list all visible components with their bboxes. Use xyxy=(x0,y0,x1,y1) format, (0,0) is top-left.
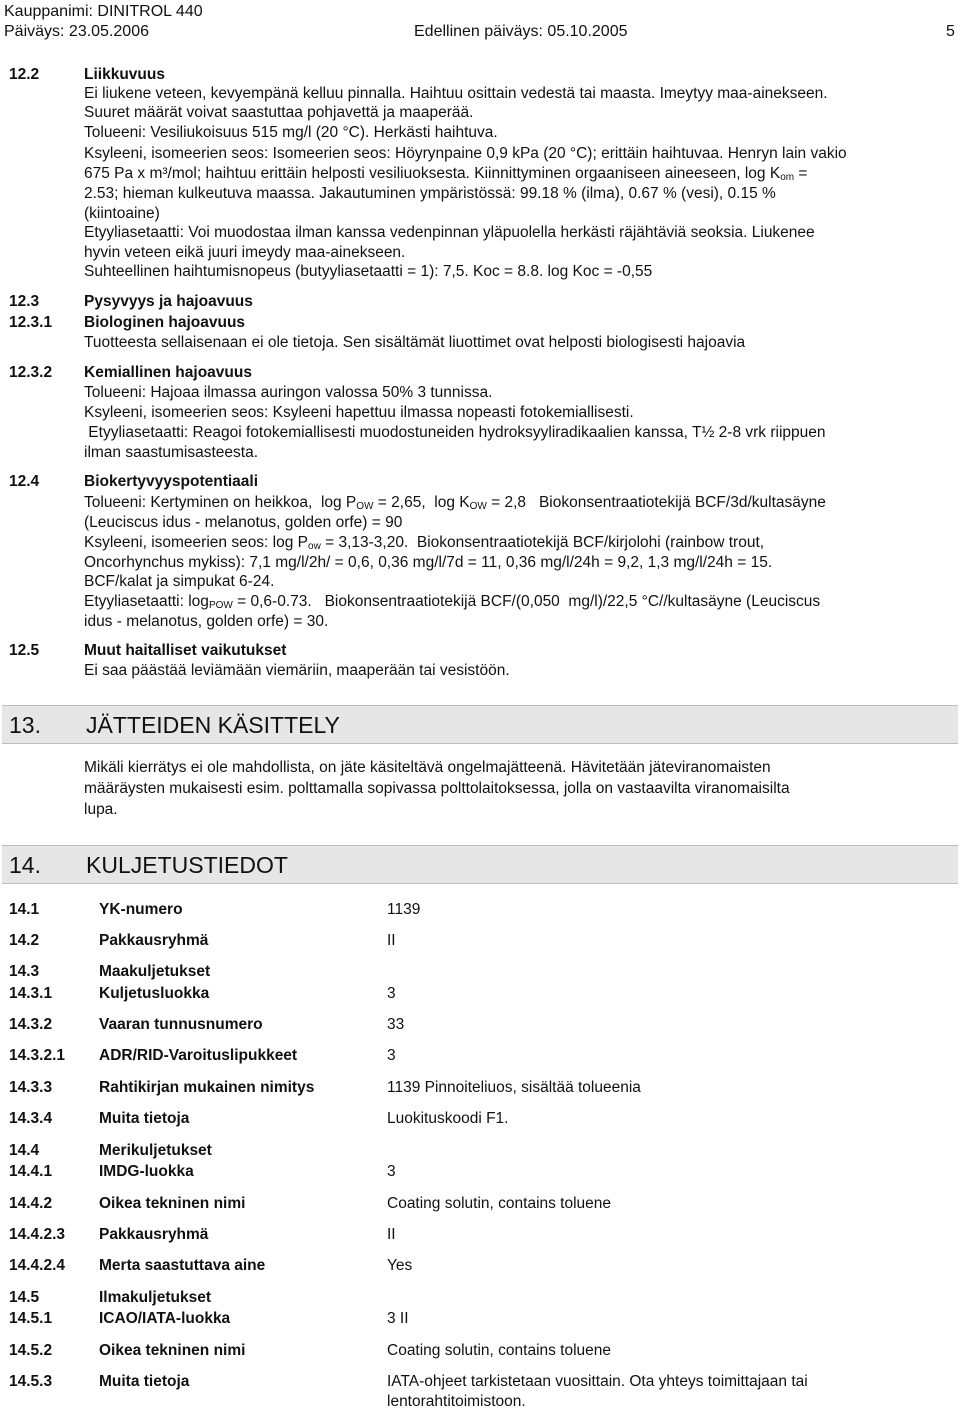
mobility-line: Suhteellinen haihtumisnopeus (butyyliasetaatti = 1): 7,5. Koc = 8.8. log Koc = -0,55 xyxy=(84,263,653,280)
transport-row-label: Merikuljetukset xyxy=(99,1142,212,1159)
bioaccumulation-line: Oncorhynchus mykiss): 7,1 mg/l/2h/ = 0,6, 0,36 mg/l/7d = 11, 0,36 mg/l/24h = 9,2, 1,3 mg/l/24h = 15. xyxy=(84,554,773,571)
waste-line: määräysten mukaisesti esim. polttamalla sopivassa polttolaitoksessa, jolla on vastaavilta viranomaisilta xyxy=(84,780,790,797)
transport-row-number: 14.4.2.3 xyxy=(9,1226,66,1243)
section-number-12-2: 12.2 xyxy=(9,66,40,83)
transport-row-value: 33 xyxy=(387,1016,405,1033)
transport-row-value: 3 xyxy=(387,985,396,1002)
section-number-14: 14. xyxy=(9,852,41,878)
waste-line: Mikäli kierrätys ei ole mahdollista, on jäte käsiteltävä ongelmajätteenä. Hävitetään jäteviranomaisten xyxy=(84,759,771,776)
chemical-degradation-line: Tolueeni: Hajoaa ilmassa auringon valossa 50% 3 tunnissa. xyxy=(84,384,493,401)
transport-row-value: 3 II xyxy=(387,1310,409,1327)
section-14-header xyxy=(2,845,958,884)
transport-row-number: 14.5 xyxy=(9,1289,40,1306)
mobility-line: Etyyliasetaatti: Voi muodostaa ilman kanssa vedenpinnan yläpuolella herkästi räjähtäviä seoksia. Liukenee xyxy=(84,224,815,241)
transport-row-value: Luokituskoodi F1. xyxy=(387,1110,509,1127)
chemical-degradation-line: ilman saastumisasteesta. xyxy=(84,444,259,461)
transport-row-value: 3 xyxy=(387,1047,396,1064)
text-fragment: = 3,13-3,20. Biokonsentraatiotekijä BCF/kirjolohi (rainbow trout, xyxy=(320,534,765,551)
transport-row-label: Muita tietoja xyxy=(99,1373,190,1390)
pow-subscript: OW xyxy=(356,501,374,512)
chemical-degradation-line: Etyyliasetaatti: Reagoi fotokemiallisesti muodostuneiden hydroksyyliradikaalien kanssa, T½ 2-8 vrk riippuen xyxy=(84,424,826,441)
kow-subscript: OW xyxy=(469,501,487,512)
document-date: Päiväys: 23.05.2006 xyxy=(4,23,149,40)
transport-row-value: II xyxy=(387,932,396,949)
section-number-12-3-2: 12.3.2 xyxy=(9,364,53,381)
pow-subscript: ow xyxy=(308,541,321,552)
section-title-waste: JÄTTEIDEN KÄSITTELY xyxy=(86,712,340,738)
bioaccumulation-line: BCF/kalat ja simpukat 6-24. xyxy=(84,573,275,590)
transport-row-label: Merta saastuttava aine xyxy=(99,1257,266,1274)
mobility-line: Ksyleeni, isomeerien seos: Isomeerien seos: Höyrynpaine 0,9 kPa (20 °C); erittäin haihtuvaa. Henryn lain vakio xyxy=(84,145,847,162)
bioaccumulation-line: idus - melanotus, golden orfe) = 30. xyxy=(84,613,329,630)
text-fragment: Tolueeni: Kertyminen on heikkoa, log P xyxy=(84,494,357,511)
transport-row-number: 14.1 xyxy=(9,901,40,918)
transport-row-value: 1139 xyxy=(387,901,421,918)
bioaccumulation-line xyxy=(84,493,956,513)
transport-row-number: 14.5.3 xyxy=(9,1373,53,1390)
text-fragment: Etyyliasetaatti: log xyxy=(84,593,209,610)
section-number-12-3: 12.3 xyxy=(9,293,40,310)
section-number-12-3-1: 12.3.1 xyxy=(9,314,53,331)
section-title-other-effects: Muut haitalliset vaikutukset xyxy=(84,642,287,659)
mobility-line: Tolueeni: Vesiliukoisuus 515 mg/l (20 °C). Herkästi haihtuva. xyxy=(84,124,498,141)
section-title-biodegradability: Biologinen hajoavuus xyxy=(84,314,246,331)
transport-row-number: 14.4.1 xyxy=(9,1163,53,1180)
transport-row-value: II xyxy=(387,1226,396,1243)
transport-row-number: 14.4.2 xyxy=(9,1195,53,1212)
waste-line: lupa. xyxy=(84,801,118,818)
transport-row-label: IMDG-luokka xyxy=(99,1163,194,1180)
transport-row-label: Pakkausryhmä xyxy=(99,932,209,949)
transport-row-number: 14.3.4 xyxy=(9,1110,53,1127)
transport-row-value: 1139 Pinnoiteliuos, sisältää tolueenia xyxy=(387,1079,641,1096)
transport-row-value: 3 xyxy=(387,1163,396,1180)
transport-row-number: 14.3.2.1 xyxy=(9,1047,66,1064)
mobility-koc-text: 675 Pa x m³/mol; haihtuu erittäin helposti vesiliuoksesta. Kiinnittyminen orgaaniseen aineeseen, log K xyxy=(84,165,781,182)
transport-row-label: ADR/RID-Varoituslipukkeet xyxy=(99,1047,298,1064)
text-fragment: Ksyleeni, isomeerien seos: log P xyxy=(84,534,309,551)
transport-row-label: Muita tietoja xyxy=(99,1110,190,1127)
bioaccumulation-line xyxy=(84,533,956,553)
text-fragment: = 0,6-0.73. Biokonsentraatiotekijä BCF/(0,050 mg/l)/22,5 °C//kultasäyne (Leuciscus xyxy=(232,593,821,610)
section-title-mobility: Liikkuvuus xyxy=(84,66,165,83)
transport-row-number: 14.4 xyxy=(9,1142,40,1159)
mobility-line xyxy=(84,164,956,184)
transport-row-label: Oikea tekninen nimi xyxy=(99,1195,246,1212)
mobility-line: 2.53; hieman kulkeutuva maassa. Jakautuminen ympäristössä: 99.18 % (ilma), 0.67 % (vesi), 0.15 % xyxy=(84,185,776,202)
transport-row-number: 14.3.3 xyxy=(9,1079,53,1096)
transport-row-number: 14.5.1 xyxy=(9,1310,53,1327)
transport-row-label: Kuljetusluokka xyxy=(99,985,210,1002)
transport-row-label: Rahtikirjan mukainen nimitys xyxy=(99,1079,315,1096)
transport-row-label: YK-numero xyxy=(99,901,183,918)
section-number-13: 13. xyxy=(9,712,41,738)
transport-row-number: 14.5.2 xyxy=(9,1342,53,1359)
text-fragment: = 2,8 Biokonsentraatiotekijä BCF/3d/kultasäyne xyxy=(486,494,826,511)
biodegradability-text: Tuotteesta sellaisenaan ei ole tietoja. Sen sisältämät liuottimet ovat helposti biologisesti hajoavia xyxy=(84,334,746,351)
transport-row-number: 14.3.2 xyxy=(9,1016,53,1033)
section-title-chemical-degradation: Kemiallinen hajoavuus xyxy=(84,364,252,381)
other-effects-text: Ei saa päästää leviämään viemäriin, maaperään tai vesistöön. xyxy=(84,662,510,679)
section-number-12-4: 12.4 xyxy=(9,473,40,490)
text-fragment: = 2,65, log K xyxy=(373,494,470,511)
transport-row-value: Coating solutin, contains toluene xyxy=(387,1195,612,1212)
section-number-12-5: 12.5 xyxy=(9,642,40,659)
transport-row-label: ICAO/IATA-luokka xyxy=(99,1310,231,1327)
transport-row-label: Ilmakuljetukset xyxy=(99,1289,211,1306)
transport-row-value: Coating solutin, contains toluene xyxy=(387,1342,612,1359)
chemical-degradation-line: Ksyleeni, isomeerien seos: Ksyleeni hapettuu ilmassa nopeasti fotokemiallisesti. xyxy=(84,404,634,421)
section-title-bioaccumulation: Biokertyvyyspotentiaali xyxy=(84,473,259,490)
transport-row-value: IATA-ohjeet tarkistetaan vuosittain. Ota yhteys toimittajaan tai xyxy=(387,1373,808,1390)
section-title-persistence: Pysyvyys ja hajoavuus xyxy=(84,293,253,310)
mobility-line: (kiintoaine) xyxy=(84,205,160,222)
transport-row-label: Maakuljetukset xyxy=(99,963,211,980)
previous-date: Edellinen päiväys: 05.10.2005 xyxy=(414,23,628,40)
transport-row-label: Vaaran tunnusnumero xyxy=(99,1016,263,1033)
pow-subscript: POW xyxy=(208,600,233,611)
transport-row-value: Yes xyxy=(387,1257,413,1274)
transport-row-number: 14.3 xyxy=(9,963,40,980)
bioaccumulation-line: (Leuciscus idus - melanotus, golden orfe) = 90 xyxy=(84,514,403,531)
koc-equals: = xyxy=(794,165,808,182)
section-title-transport: KULJETUSTIEDOT xyxy=(86,852,288,878)
koc-subscript: om xyxy=(780,172,795,183)
bioaccumulation-line xyxy=(84,592,956,612)
transport-row-label: Pakkausryhmä xyxy=(99,1226,209,1243)
section-13-header xyxy=(2,705,958,744)
page-number: 5 xyxy=(946,23,955,40)
mobility-line: Suuret määrät voivat saastuttaa pohjavettä ja maaperää. xyxy=(84,104,474,121)
mobility-line: hyvin veteen eikä juuri imeydy maa-ainekseen. xyxy=(84,244,406,261)
trade-name: Kauppanimi: DINITROL 440 xyxy=(4,3,203,20)
transport-row-number: 14.2 xyxy=(9,932,40,949)
transport-row-number: 14.3.1 xyxy=(9,985,53,1002)
transport-row-value-continued: lentorahtitoimistoon. xyxy=(387,1393,526,1410)
transport-row-label: Oikea tekninen nimi xyxy=(99,1342,246,1359)
transport-row-number: 14.4.2.4 xyxy=(9,1257,66,1274)
mobility-line: Ei liukene veteen, kevyempänä kelluu pinnalla. Haihtuu osittain vedestä tai maasta. Imeytyy maa-ainekseen. xyxy=(84,85,828,102)
